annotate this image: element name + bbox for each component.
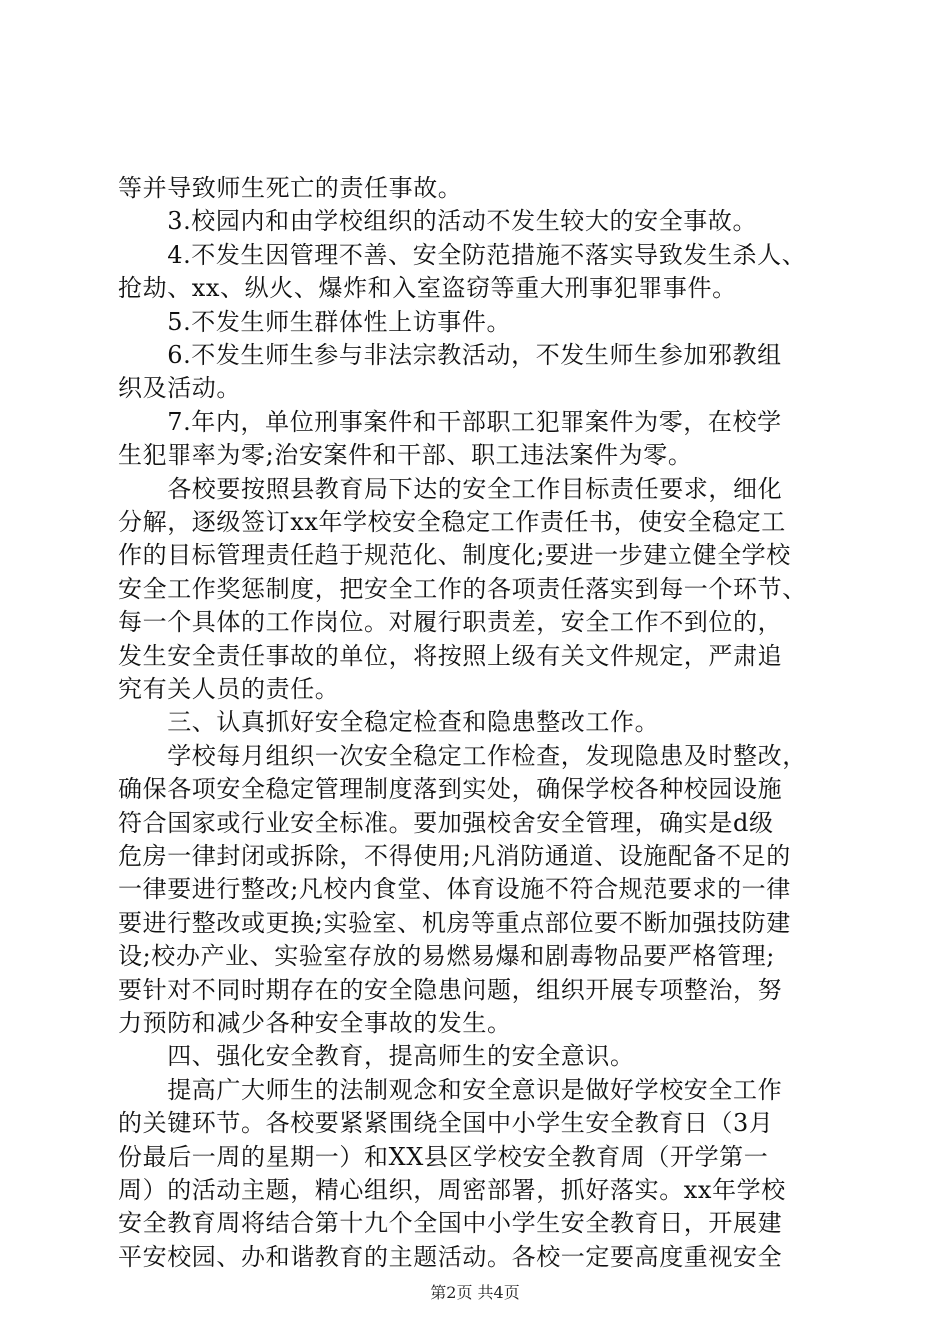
text-line: 设;校办产业、实验室存放的易燃易爆和剧毒物品要严格管理; bbox=[118, 942, 775, 970]
section-heading: 三、认真抓好安全稳定检查和隐患整改工作。 bbox=[118, 708, 660, 736]
text-line: 确保各项安全稳定管理制度落到实处，确保学校各种校园设施 bbox=[118, 775, 783, 803]
text-line: 发生安全责任事故的单位，将按照上级有关文件规定，严肃追 bbox=[118, 642, 783, 670]
text-line: 周）的活动主题，精心组织，周密部署，抓好落实。xx年学校 bbox=[118, 1176, 786, 1204]
text-line: 3.校园内和由学校组织的活动不发生较大的安全事故。 bbox=[118, 207, 758, 235]
text-line: 符合国家或行业安全标准。要加强校舍安全管理，确实是d级 bbox=[118, 809, 774, 837]
text-line: 分解，逐级签订xx年学校安全稳定工作责任书，使安全稳定工 bbox=[118, 508, 786, 536]
text-line: 等并导致师生死亡的责任事故。 bbox=[118, 174, 463, 202]
text-line: 各校要按照县教育局下达的安全工作目标责任要求，细化 bbox=[118, 475, 783, 503]
text-line: 学校每月组织一次安全稳定工作检查，发现隐患及时整改， bbox=[118, 742, 807, 770]
text-line: 7.年内，单位刑事案件和干部职工犯罪案件为零，在校学 bbox=[118, 408, 782, 436]
text-line: 要针对不同时期存在的安全隐患问题，组织开展专项整治，努 bbox=[118, 976, 783, 1004]
text-line: 究有关人员的责任。 bbox=[118, 675, 340, 703]
section-heading: 四、强化安全教育，提高师生的安全意识。 bbox=[118, 1042, 635, 1070]
text-line: 安全工作奖惩制度，把安全工作的各项责任落实到每一个环节、 bbox=[118, 575, 807, 603]
text-line: 5.不发生师生群体性上访事件。 bbox=[118, 308, 512, 336]
text-line: 的关键环节。各校要紧紧围绕全国中小学生安全教育日（3月 bbox=[118, 1109, 774, 1137]
text-line: 平安校园、办和谐教育的主题活动。各校一定要高度重视安全 bbox=[118, 1243, 783, 1271]
text-line: 份最后一周的星期一）和XX县区学校安全教育周（开学第一 bbox=[118, 1143, 769, 1171]
text-line: 要进行整改或更换;实验室、机房等重点部位要不断加强技防建 bbox=[118, 909, 791, 937]
text-line: 安全教育周将结合第十九个全国中小学生安全教育日，开展建 bbox=[118, 1209, 783, 1237]
text-line: 力预防和减少各种安全事故的发生。 bbox=[118, 1009, 512, 1037]
text-line: 生犯罪率为零;治安案件和干部、职工违法案件为零。 bbox=[118, 441, 693, 469]
text-line: 一律要进行整改;凡校内食堂、体育设施不符合规范要求的一律 bbox=[118, 875, 791, 903]
text-line: 6.不发生师生参与非法宗教活动，不发生师生参加邪教组 bbox=[118, 341, 782, 369]
text-line: 提高广大师生的法制观念和安全意识是做好学校安全工作 bbox=[118, 1076, 783, 1104]
text-line: 危房一律封闭或拆除，不得使用;凡消防通道、设施配备不足的 bbox=[118, 842, 791, 870]
text-line: 织及活动。 bbox=[118, 374, 241, 402]
text-line: 每一个具体的工作岗位。对履行职责差，安全工作不到位的， bbox=[118, 608, 783, 636]
text-line: 作的目标管理责任趋于规范化、制度化;要进一步建立健全学校 bbox=[118, 541, 791, 569]
text-line: 4.不发生因管理不善、安全防范措施不落实导致发生杀人、 bbox=[118, 241, 807, 269]
text-line: 抢劫、xx、纵火、爆炸和入室盗窃等重大刑事犯罪事件。 bbox=[118, 274, 737, 302]
page-number: 第2页 共4页 bbox=[430, 1283, 520, 1302]
